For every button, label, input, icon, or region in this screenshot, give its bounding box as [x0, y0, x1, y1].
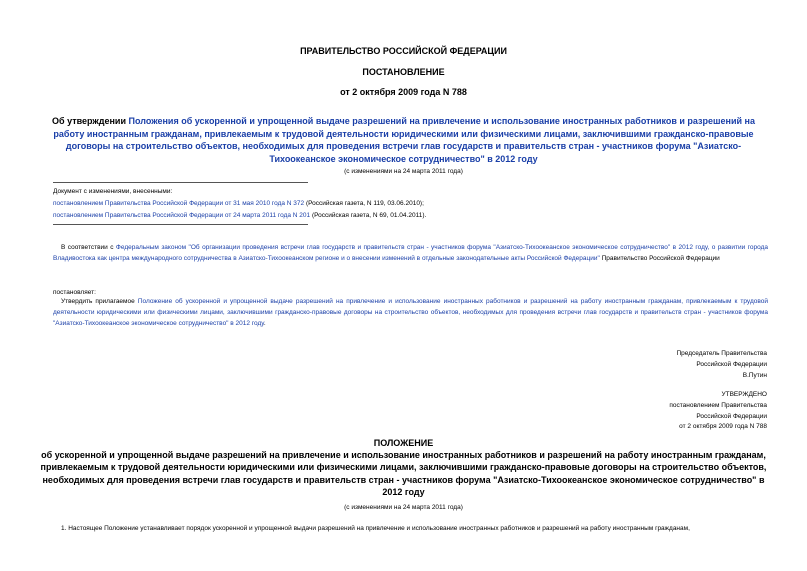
approved-label: УТВЕРЖДЕНО: [721, 391, 767, 398]
approve-paragraph: [53, 297, 768, 329]
preamble-lead: В соответствии с: [61, 244, 116, 251]
changes-item: [53, 210, 573, 222]
approve-lead: Утвердить прилагаемое: [61, 298, 138, 305]
document-title: [40, 115, 767, 165]
approved-by: постановлением Правительства: [669, 401, 767, 409]
amendment-link-2010[interactable]: постановлением Правительства Российской Федерации от 31 мая 2010 года N 372: [53, 200, 305, 208]
regulation-subtitle: об ускоренной и упрощенной выдаче разрешений на привлечение и использование иностранных работников и разрешений на работу иностранным гражданам, привлекаемым к трудовой деятельности юридическими или физическими лицами, заключившими гражданско-правовые договоры на строительство объектов, необходимых для проведения встречи глав государств и правительств стран - участников форума "Азиатско-Тихоокеанское экономическое сотрудничество" в 2012 году: [40, 450, 767, 497]
approve-tail: .: [263, 319, 266, 327]
document-type-heading: ПОСТАНОВЛЕНИЕ: [362, 67, 445, 77]
regulation-item-1: 1. Настоящее Положение устанавливает порядок ускоренной и упрощенной выдачи разрешений на привлечение и использование иностранных работников и разрешений на работу иностранным гражданам,: [61, 525, 690, 532]
federal-law-link[interactable]: Федеральным законом "Об организации проведения встречи глав государств и правительств стран - участников форума "Азиатско-Тихоокеанское экономическое сотрудничество" в 2012 году, о развитии города Владивостока как центра международного сотрудничества в Азиатско-Тихоокеанском регионе и о внесении изменений в отдельные законодательные акты Российской Федерации": [53, 244, 768, 262]
amendment-source: (Российская газета, N 69, 01.04.2011).: [310, 212, 427, 220]
changes-intro: Документ с изменениями, внесенными:: [53, 188, 173, 195]
divider-bottom: [53, 224, 308, 225]
signature-name: В.Путин: [742, 371, 767, 379]
document-changes-note: [53, 186, 573, 223]
government-heading: ПРАВИТЕЛЬСТВО РОССИЙСКОЙ ФЕДЕРАЦИИ: [300, 46, 507, 56]
approval-block: [669, 390, 767, 433]
signature-block: [676, 349, 767, 381]
regulation-changes-note: (с изменениями на 24 марта 2011 года): [344, 504, 463, 511]
regulation-title: ПОЛОЖЕНИЕ: [373, 438, 434, 448]
changes-note: (с изменениями на 24 марта 2011 года): [344, 168, 463, 175]
amendment-link-2011[interactable]: постановлением Правительства Российской Федерации от 24 марта 2011 года N 201: [53, 212, 311, 220]
divider-top: [53, 182, 308, 183]
approved-date: от 2 октября 2009 года N 788: [679, 423, 767, 431]
approved-organization: Российской Федерации: [696, 412, 767, 420]
signature-organization: Российской Федерации: [696, 360, 767, 368]
signature-position: Председатель Правительства: [676, 350, 767, 357]
resolves-text: постановляет:: [53, 289, 96, 296]
changes-item: [53, 198, 573, 210]
document-date: от 2 октября 2009 года N 788: [340, 87, 467, 97]
regulation-link[interactable]: Положение об ускоренной и упрощенной выдаче разрешений на привлечение и использование иностранных работников и разрешений на работу иностранным гражданам, привлекаемым к трудовой деятельности юридическими или физическими лицами, заключившими гражданско-правовые договоры на строительство объектов, необходимых для проведения встречи глав государств и правительств стран - участников форума "Азиатско-Тихоокеанское экономическое сотрудничество" в 2012 году: [53, 298, 769, 327]
preamble-tail: Правительство Российской Федерации: [599, 254, 720, 262]
preamble-paragraph: [53, 243, 768, 265]
amendment-source: (Российская газета, N 119, 03.06.2010);: [304, 200, 424, 208]
title-prefix: Об утверждении: [52, 116, 129, 126]
title-regulation-link[interactable]: Положения об ускоренной и упрощенной выдаче разрешений на привлечение и использование иностранных работников и разрешений на работу иностранным гражданам, привлекаемым к трудовой деятельности юридическими или физическими лицами, заключившими гражданско-правовые договоры на строительство объектов, необходимых для проведения встречи глав государств и правительств стран - участников форума "Азиатско-Тихоокеанское экономическое сотрудничество" в 2012 году: [53, 116, 755, 164]
